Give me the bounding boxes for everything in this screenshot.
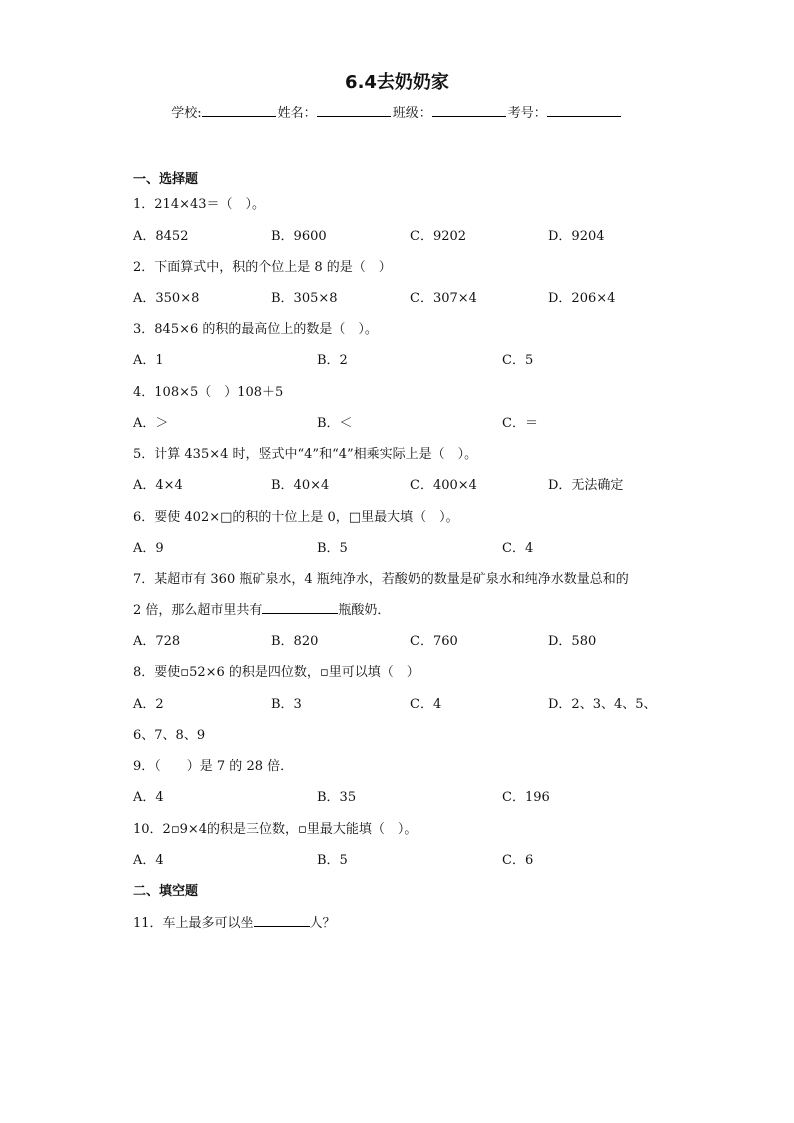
option-9c[interactable]: C．196: [502, 790, 550, 805]
option-4b[interactable]: B．＜: [317, 416, 353, 431]
option-3b[interactable]: B．2: [317, 353, 348, 368]
option-1d[interactable]: D．9204: [548, 229, 605, 244]
option-6a[interactable]: A．9: [133, 541, 164, 556]
question-11-text-a: 11．车上最多可以坐: [133, 916, 254, 931]
option-10a[interactable]: A．4: [133, 853, 164, 868]
answer-blank-7[interactable]: [262, 601, 338, 614]
option-2a[interactable]: A．350×8: [133, 291, 200, 306]
question-7-text-b: 瓶酸奶．: [338, 603, 391, 618]
class-blank[interactable]: [432, 104, 506, 117]
question-8: 8．要使▫52×6 的积是四位数，▫里可以填（ ）: [133, 665, 420, 680]
student-info-line: [0, 102, 794, 121]
option-4a[interactable]: A．＞: [133, 416, 169, 431]
page-title: 6.4去奶奶家: [345, 72, 449, 93]
question-11: [133, 912, 336, 931]
option-5d[interactable]: D．无法确定: [548, 478, 624, 493]
option-10c[interactable]: C．6: [502, 853, 534, 868]
question-9: 9．（ ）是 7 的 28 倍．: [133, 759, 294, 774]
option-1b[interactable]: B．9600: [271, 229, 327, 244]
option-3c[interactable]: C．5: [502, 353, 534, 368]
exam-no-label: 考号：: [507, 106, 547, 121]
option-8d[interactable]: D．2、3、4、5、: [548, 697, 657, 712]
option-8b[interactable]: B．3: [271, 697, 302, 712]
question-10: 10．2▫9×4的积是三位数，▫里最大能填（ ）。: [133, 822, 418, 837]
option-9a[interactable]: A．4: [133, 790, 164, 805]
option-6c[interactable]: C．4: [502, 541, 534, 556]
question-6: 6．要使 402×□的积的十位上是 0，□里最大填（ ）。: [133, 510, 459, 525]
name-blank[interactable]: [317, 104, 391, 117]
question-7-text-a: 2 倍，那么超市里共有: [133, 603, 263, 618]
option-7c[interactable]: C．760: [410, 634, 458, 649]
name-label: 姓名：: [277, 106, 317, 121]
option-7d[interactable]: D．580: [548, 634, 597, 649]
question-3: 3．845×6 的积的最高位上的数是（ ）。: [133, 322, 378, 337]
question-2: 2．下面算式中，积的个位上是 8 的是（ ）: [133, 260, 392, 275]
option-6b[interactable]: B．5: [317, 541, 348, 556]
question-7-line1: 7．某超市有 360 瓶矿泉水，4 瓶纯净水，若酸奶的数量是矿泉水和纯净水数量总和的: [133, 572, 629, 587]
option-5b[interactable]: B．40×4: [271, 478, 330, 493]
question-7-line2: [133, 599, 390, 618]
option-8c[interactable]: C．4: [410, 697, 442, 712]
option-2c[interactable]: C．307×4: [410, 291, 477, 306]
section-heading-fill: 二、填空题: [133, 884, 199, 899]
school-label: 学校:: [171, 106, 202, 121]
question-11-text-b: 人？: [309, 916, 336, 931]
class-label: 班级：: [392, 106, 432, 121]
answer-blank-11[interactable]: [254, 914, 310, 927]
question-5: 5．计算 435×4 时，竖式中“4”和“4”相乘实际上是（ ）。: [133, 447, 478, 462]
option-7b[interactable]: B．820: [271, 634, 319, 649]
option-10b[interactable]: B．5: [317, 853, 348, 868]
question-1: 1．214×43＝（ ）。: [133, 197, 266, 212]
option-2d[interactable]: D．206×4: [548, 291, 616, 306]
option-2b[interactable]: B．305×8: [271, 291, 338, 306]
option-1c[interactable]: C．9202: [410, 229, 467, 244]
option-8d-continued: 6、7、8、9: [133, 728, 206, 743]
section-heading-choice: 一、选择题: [133, 172, 199, 187]
question-4: 4．108×5（ ）108＋5: [133, 385, 284, 400]
school-blank[interactable]: [202, 104, 276, 117]
option-5c[interactable]: C．400×4: [410, 478, 477, 493]
option-4c[interactable]: C．＝: [502, 416, 538, 431]
option-3a[interactable]: A．1: [133, 353, 164, 368]
option-1a[interactable]: A．8452: [133, 229, 189, 244]
option-7a[interactable]: A．728: [133, 634, 181, 649]
exam-no-blank[interactable]: [547, 104, 621, 117]
option-8a[interactable]: A．2: [133, 697, 164, 712]
option-9b[interactable]: B．35: [317, 790, 357, 805]
option-5a[interactable]: A．4×4: [133, 478, 183, 493]
